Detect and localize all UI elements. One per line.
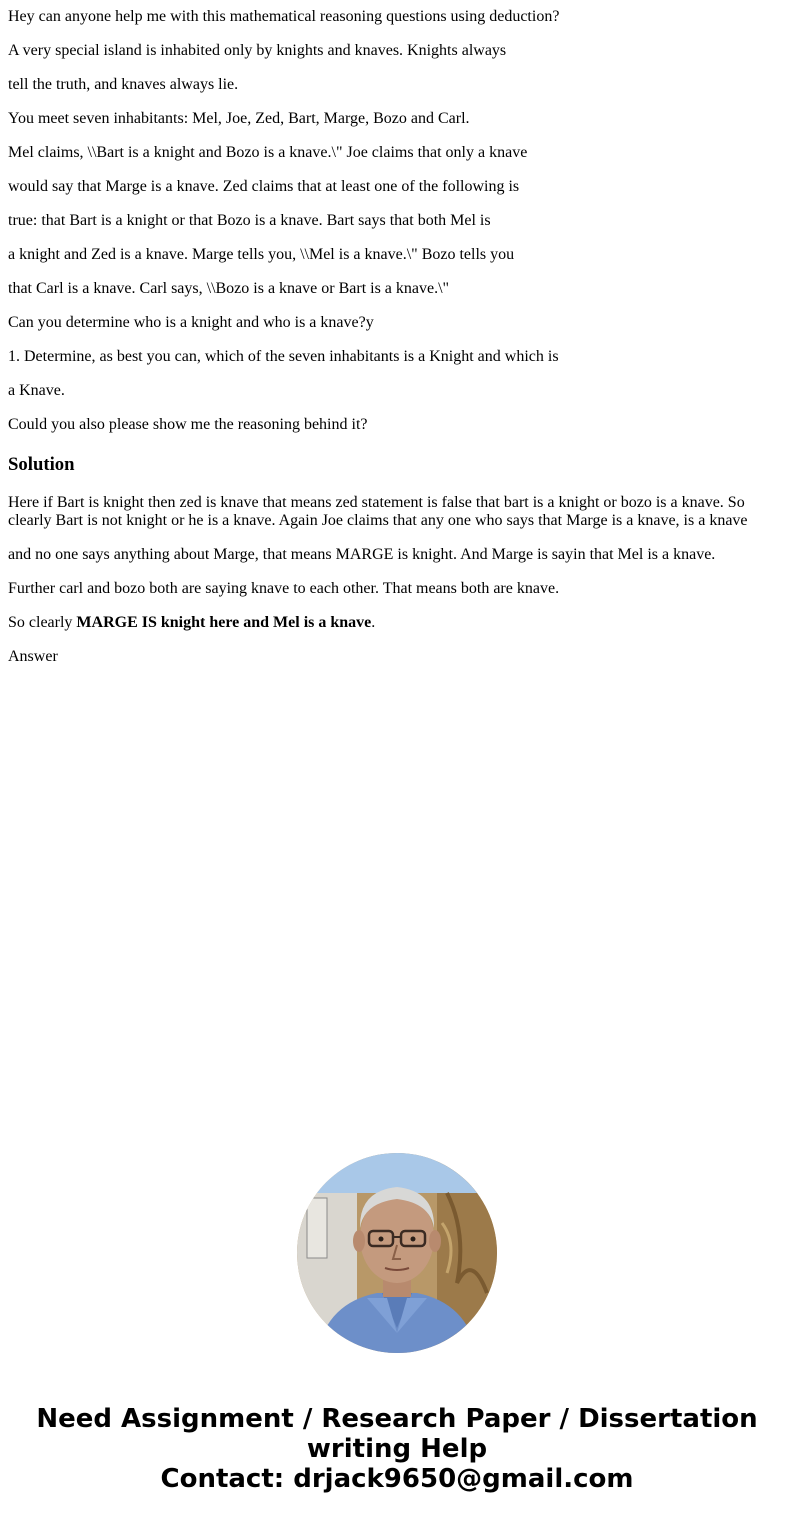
solution-paragraph: Here if Bart is knight then zed is knave that means zed statement is false that bart is a knight or bozo is a knave. So clearly Bart is not knight or he is a knave. Again Joe claims that any one who says that Marge is a knave, is a knave xyxy=(8,494,748,529)
avatar-portrait-image xyxy=(297,1153,497,1353)
question-line: Can you determine who is a knight and who is a knave?y xyxy=(8,314,374,331)
question-line: A very special island is inhabited only by knights and knaves. Knights always xyxy=(8,42,507,59)
question-line: Could you also please show me the reasoning behind it? xyxy=(8,416,368,433)
solution-paragraph: Further carl and bozo both are saying knave to each other. That means both are knave. xyxy=(8,580,560,597)
question-line: a knight and Zed is a knave. Marge tells you, \\Mel is a knave.\" Bozo tells you xyxy=(8,246,515,263)
contact-banner xyxy=(0,1404,794,1494)
question-line: Hey can anyone help me with this mathematical reasoning questions using deduction? xyxy=(8,8,560,25)
conclusion-bold: MARGE IS knight here and Mel is a knave xyxy=(76,614,372,631)
answer-label: Answer xyxy=(8,648,58,665)
conclusion-suffix: . xyxy=(371,614,376,631)
solution-paragraph: and no one says anything about Marge, that means MARGE is knight. And Marge is sayin that Mel is a knave. xyxy=(8,546,716,563)
solution-heading: Solution xyxy=(8,454,75,475)
banner-line: Need Assignment / Research Paper / Dissertation xyxy=(36,1404,758,1434)
question-line: a Knave. xyxy=(8,382,65,399)
banner-line: writing Help xyxy=(306,1434,488,1464)
avatar xyxy=(297,1153,497,1353)
contact-email: Contact: drjack9650@gmail.com xyxy=(160,1464,634,1494)
question-line: would say that Marge is a knave. Zed claims that at least one of the following is xyxy=(8,178,520,195)
question-line: that Carl is a knave. Carl says, \\Bozo is a knave or Bart is a knave.\" xyxy=(8,280,450,297)
conclusion-prefix: So clearly xyxy=(8,614,77,631)
solution-conclusion xyxy=(8,614,768,632)
document-body xyxy=(8,8,768,682)
question-line: tell the truth, and knaves always lie. xyxy=(8,76,239,93)
question-line: You meet seven inhabitants: Mel, Joe, Zed, Bart, Marge, Bozo and Carl. xyxy=(8,110,470,127)
question-line: Mel claims, \\Bart is a knight and Bozo is a knave.\" Joe claims that only a knave xyxy=(8,144,528,161)
question-line: true: that Bart is a knight or that Bozo is a knave. Bart says that both Mel is xyxy=(8,212,491,229)
question-line: 1. Determine, as best you can, which of the seven inhabitants is a Knight and which is xyxy=(8,348,559,365)
